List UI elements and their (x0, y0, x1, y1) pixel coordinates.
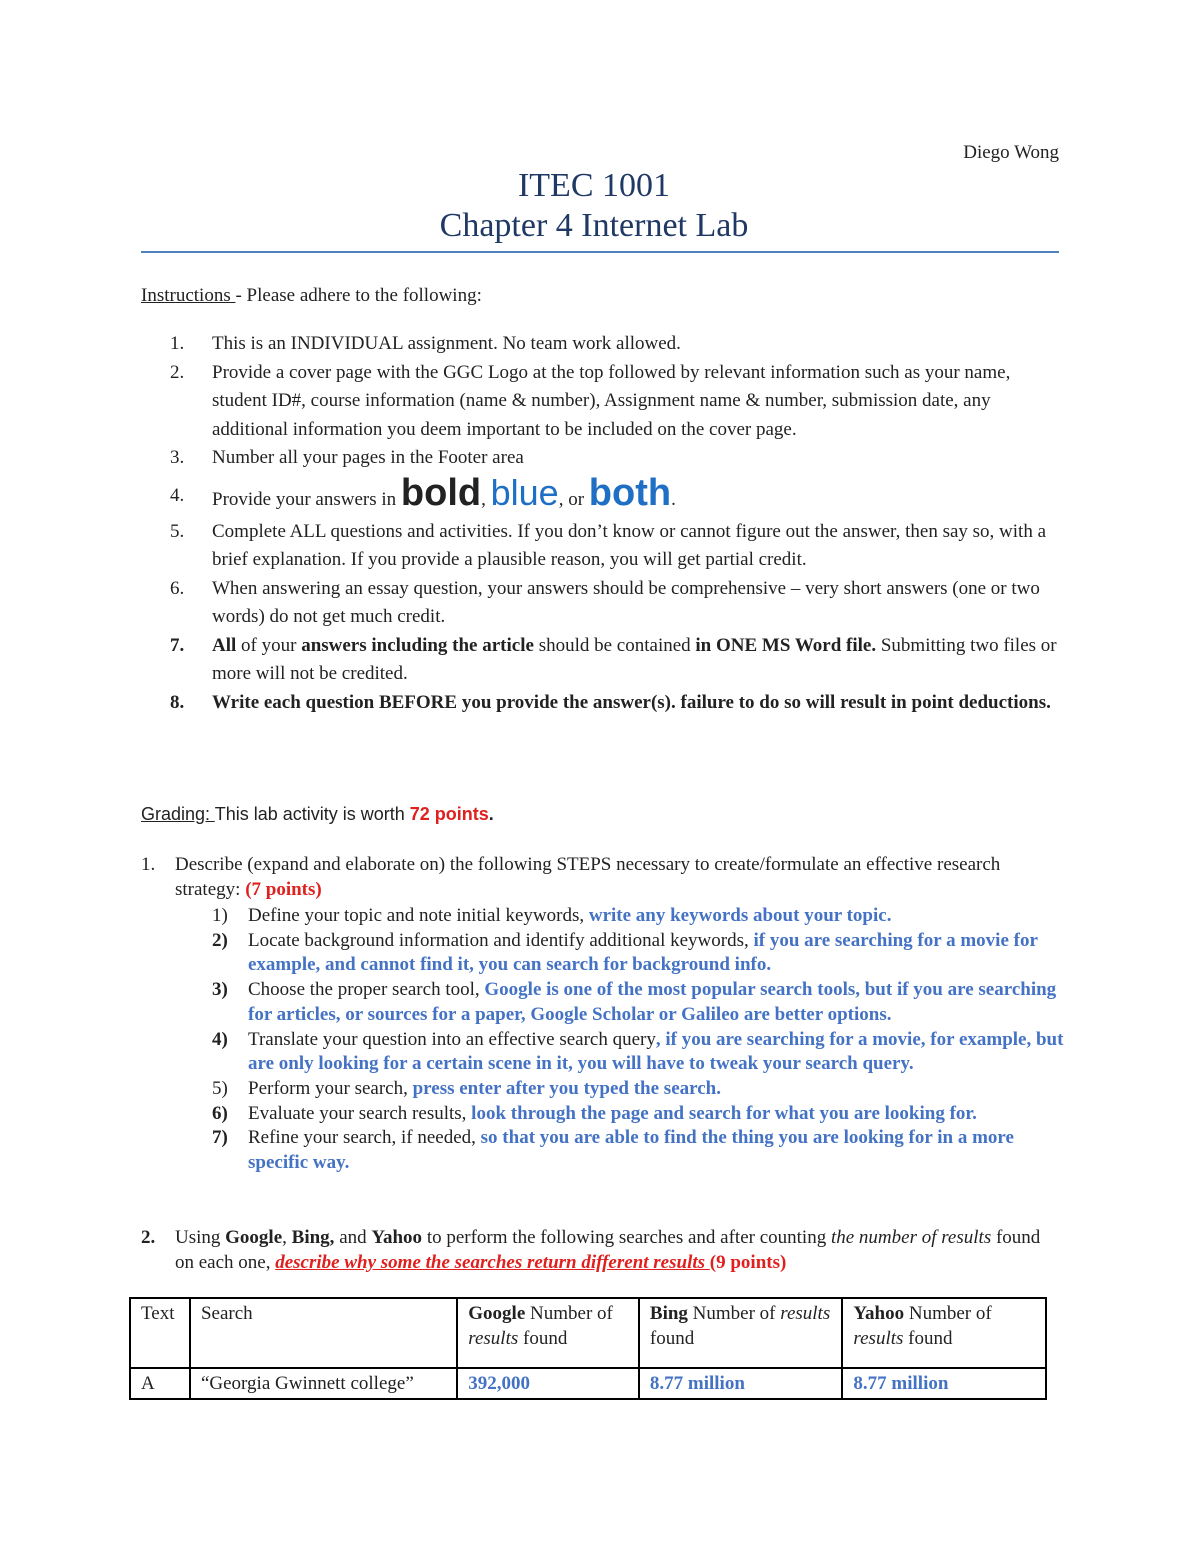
item-text: . (671, 488, 676, 510)
item-text: All (212, 634, 237, 656)
item-text: of your (236, 634, 302, 656)
list-item (212, 1028, 1072, 1077)
q2-text: , (282, 1227, 292, 1248)
q2-text: and (334, 1227, 372, 1248)
item-text: , (481, 488, 491, 510)
step-number: 2) (212, 929, 228, 951)
q2-text: found on each one, (175, 1227, 1041, 1273)
question-points: (9 points) (709, 1252, 787, 1273)
item-text: , or (558, 488, 589, 510)
step-text: Choose the proper search tool, (248, 979, 485, 1001)
research-steps-list (212, 904, 1072, 1176)
q2-google: Google (225, 1227, 283, 1248)
item-text: in ONE MS Word file. (695, 634, 877, 656)
item-number: 1. (170, 333, 185, 354)
header-label: found (903, 1328, 953, 1349)
header-engine: Bing (649, 1303, 688, 1324)
item-text: answers including the article (301, 634, 534, 656)
q2-instruction: describe why some the searches return different results (275, 1252, 710, 1273)
header-google (457, 1298, 639, 1368)
step-number: 5) (212, 1077, 228, 1099)
header-search: Search (190, 1298, 457, 1368)
bold-example: bold (400, 471, 482, 514)
author-name: Diego Wong (963, 142, 1059, 163)
list-item (212, 1077, 1072, 1102)
list-item (170, 444, 1060, 473)
item-number: 3. (170, 447, 185, 468)
list-item (170, 689, 1060, 718)
header-bing (639, 1298, 843, 1368)
list-item (170, 471, 1060, 518)
step-number: 7) (212, 1127, 228, 1149)
header-label: results (468, 1328, 519, 1349)
table-header-row (130, 1298, 1046, 1368)
step-text: Perform your search, (248, 1077, 413, 1099)
item-text: This is an INDIVIDUAL assignment. No team work allowed. (212, 333, 681, 354)
q2-text: to perform the following searches and after counting (422, 1227, 831, 1248)
step-text: Evaluate your search results, (248, 1102, 472, 1124)
item-number: 7. (170, 634, 185, 656)
step-answer: Google is one of the most popular search tools, but if you are searching for articles, or sources for a paper, Google Scholar or Galileo are better options. (248, 979, 1057, 1025)
cell-google: 392,000 (457, 1368, 639, 1399)
step-text: Define your topic and note initial keywords, (248, 905, 589, 926)
question-text (141, 1225, 1061, 1275)
cell-text: A (130, 1368, 190, 1399)
q2-text: Using (175, 1227, 226, 1248)
grading-points: 72 points (409, 804, 489, 824)
list-item (170, 330, 1060, 359)
list-item (170, 518, 1060, 575)
instructions-heading (141, 285, 482, 307)
header-engine: Google (468, 1303, 526, 1324)
step-number: 3) (212, 979, 228, 1001)
header-yahoo (842, 1298, 1046, 1368)
lab-title: Chapter 4 Internet Lab (439, 207, 749, 244)
q2-yahoo: Yahoo (371, 1227, 423, 1248)
item-number: 6. (170, 577, 185, 599)
blue-example: blue (490, 471, 559, 513)
step-answer: write any keywords about your topic. (588, 905, 892, 926)
item-text: Submitting two files or more will not be credited. (212, 634, 1057, 684)
cell-bing: 8.77 million (639, 1368, 843, 1399)
step-answer: press enter after you typed the search. (412, 1077, 721, 1099)
item-text: When answering an essay question, your answers should be comprehensive – very short answers (one or two words) do not get much credit. (212, 577, 1040, 627)
question-prompt: Describe (expand and elaborate on) the following STEPS necessary to create/formulate an effective research strategy: (175, 854, 1001, 900)
step-answer: so that you are able to find the thing you are looking for in a more specific way. (248, 1127, 1014, 1174)
question-2 (141, 1225, 1061, 1275)
instructions-list (170, 330, 1060, 717)
grading-end: . (488, 804, 494, 824)
list-item (212, 929, 1072, 978)
question-points: (7 points) (245, 879, 322, 900)
list-item (212, 904, 1072, 929)
grading-line (141, 804, 494, 825)
header-text: Text (130, 1298, 190, 1368)
list-item (212, 1126, 1072, 1175)
step-text: Locate background information and identify additional keywords, (248, 929, 754, 951)
item-number: 5. (170, 520, 185, 542)
list-item (212, 978, 1072, 1027)
search-results-table (129, 1297, 1047, 1400)
grading-text: This lab activity is worth (214, 804, 410, 824)
header-label: found (649, 1328, 695, 1349)
instructions-intro: - Please adhere to the following: (235, 285, 482, 306)
item-number: 2. (170, 361, 185, 383)
item-text: Write each question BEFORE you provide the answer(s). failure to do so will result in point deductions. (212, 691, 1051, 713)
step-number: 1) (212, 905, 228, 926)
item-text: Provide your answers in (212, 488, 401, 510)
header-label: results (780, 1303, 831, 1324)
header-label: found (518, 1328, 568, 1349)
list-item (170, 632, 1060, 689)
header-label: Number of (904, 1303, 992, 1324)
item-text: Provide a cover page with the GGC Logo at the top followed by relevant information such as your name, student ID#, course information (name & number), Assignment name & number, submission date, any additional information you deem important to be included on the cover page. (212, 361, 1011, 440)
item-text: Number all your pages in the Footer area (212, 447, 524, 468)
question-number: 1. (141, 854, 156, 875)
q2-bing: Bing, (291, 1227, 335, 1248)
header-label: Number of (525, 1303, 613, 1324)
step-number: 6) (212, 1102, 228, 1124)
step-answer: if you are searching for a movie for example, and cannot find it, you can search for background info. (248, 929, 1038, 976)
table-row (130, 1368, 1046, 1399)
item-text: should be contained (533, 634, 696, 656)
item-text: Complete ALL questions and activities. If you don’t know or cannot figure out the answer, then say so, with a brief explanation. If you provide a plausible reason, you will get partial credit. (212, 520, 1047, 570)
header-label: results (853, 1328, 904, 1349)
header-label: Number of (687, 1303, 781, 1324)
cell-yahoo: 8.77 million (842, 1368, 1046, 1399)
step-text: Translate your question into an effective search query (248, 1028, 656, 1050)
question-1 (141, 852, 1061, 902)
header-engine: Yahoo (853, 1303, 905, 1324)
item-number: 8. (170, 691, 185, 713)
both-example: both (588, 471, 672, 514)
step-answer: look through the page and search for what you are looking for. (471, 1102, 977, 1124)
question-text (141, 852, 1061, 902)
grading-label: Grading: (141, 804, 215, 824)
cell-search: “Georgia Gwinnett college” (190, 1368, 457, 1399)
list-item (170, 359, 1060, 445)
course-title: ITEC 1001 (517, 167, 671, 204)
step-answer: , if you are searching for a movie, for example, but are only looking for a certain scene in it, you will have to tweak your search query. (248, 1028, 1064, 1075)
list-item (212, 1102, 1072, 1127)
item-number: 4. (170, 484, 185, 506)
list-item (170, 575, 1060, 632)
question-number: 2. (141, 1227, 156, 1248)
step-text: Refine your search, if needed, (248, 1127, 481, 1149)
title-divider (141, 251, 1059, 253)
step-number: 4) (212, 1028, 228, 1050)
q2-italic: the number of results (830, 1227, 992, 1248)
instructions-label: Instructions (141, 285, 236, 306)
